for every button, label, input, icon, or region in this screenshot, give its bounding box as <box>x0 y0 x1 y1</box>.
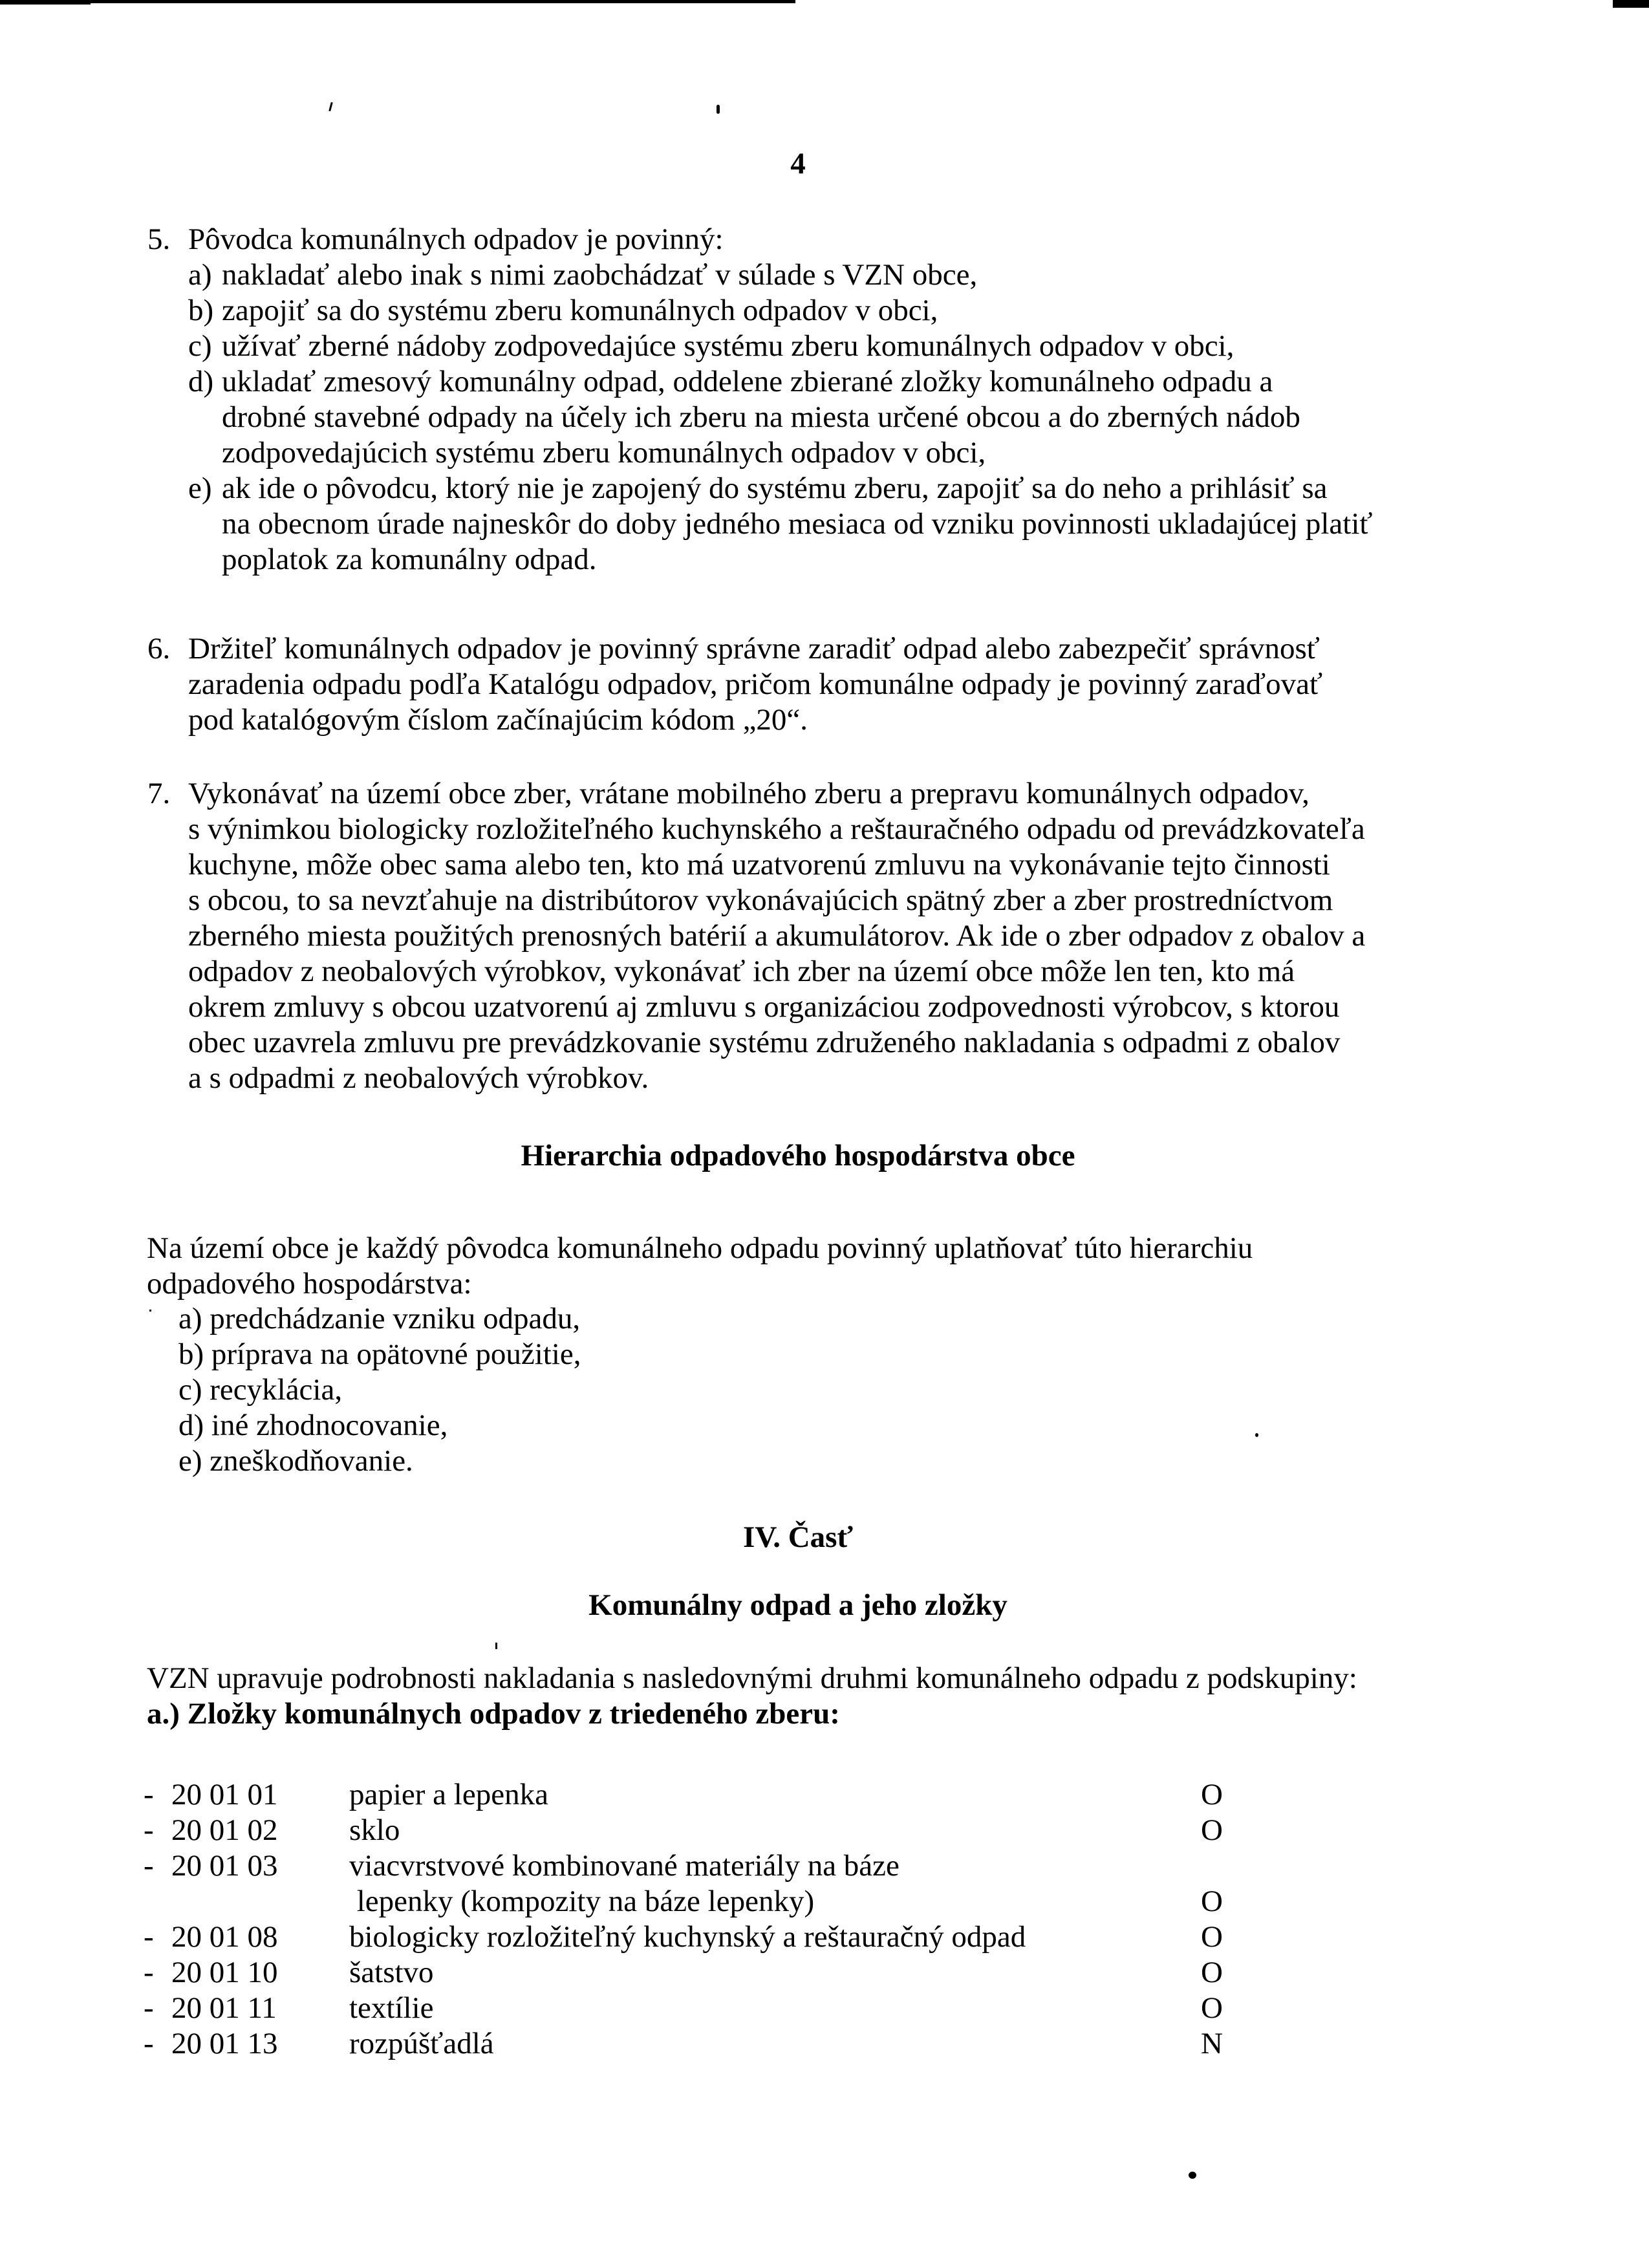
scan-speck <box>1189 2172 1196 2179</box>
text-line: Vykonávať na území obce zber, vrátane mobilného zberu a prepravu komunálnych odpadov, <box>188 777 1310 810</box>
waste-category: O <box>1201 1778 1223 1811</box>
item-label: e) <box>188 471 212 505</box>
item-label: a) <box>188 258 212 292</box>
waste-code: 20 01 13 <box>171 2027 278 2060</box>
scan-speck <box>149 1310 151 1312</box>
row-dash: - <box>144 1991 154 2025</box>
scan-speck <box>717 105 720 114</box>
scan-edge-line <box>0 3 91 5</box>
item-text: zodpovedajúcich systému zberu komunálnych odpadov v obci, <box>222 436 986 470</box>
scan-corner-mark <box>1613 0 1649 8</box>
list-item: b) príprava na opätovné použitie, <box>178 1337 581 1371</box>
waste-description: lepenky (kompozity na báze lepenky) <box>349 1885 815 1918</box>
item-text: na obecnom úrade najneskôr do doby jedného mesiaca od vzniku povinnosti ukladajúcej platiť <box>222 507 1373 541</box>
text-line: zaradenia odpadu podľa Katalógu odpadov, pričom komunálne odpady je povinný zaraďovať <box>188 667 1323 701</box>
text-line: s výnimkou biologicky rozložiteľného kuchynského a reštauračného odpadu od prevádzkovateľa <box>188 812 1365 846</box>
row-dash: - <box>144 1956 154 1989</box>
text-line: pod katalógovým číslom začínajúcim kódom „20“. <box>188 703 808 737</box>
waste-code: 20 01 11 <box>171 1991 277 2025</box>
waste-category: O <box>1201 1956 1223 1989</box>
waste-description: biologicky rozložiteľný kuchynský a reštauračný odpad <box>349 1920 1026 1954</box>
scan-speck <box>495 1643 497 1649</box>
row-dash: - <box>144 1813 154 1847</box>
item-label: c) <box>188 329 212 363</box>
text-line: okrem zmluvy s obcou uzatvorenú aj zmluvu s organizáciou zodpovednosti výrobcov, s ktorou <box>188 990 1340 1024</box>
text-line: obec uzavrela zmluvu pre prevádzkovanie systému združeného nakladania s odpadmi z obalov <box>188 1026 1341 1059</box>
section-number: 5. <box>147 222 171 256</box>
list-item: e) zneškodňovanie. <box>178 1444 413 1478</box>
waste-category: O <box>1201 1885 1223 1918</box>
scan-speck <box>329 102 333 111</box>
item-text: ak ide o pôvodcu, ktorý nie je zapojený do systému zberu, zapojiť sa do neho a prihlásiť sa <box>222 471 1328 505</box>
scan-edge-line <box>0 0 795 3</box>
item-label: d) <box>188 365 214 398</box>
list-item: a) predchádzanie vzniku odpadu, <box>178 1302 581 1335</box>
item-label: b) <box>188 294 214 327</box>
scan-speck <box>1255 1433 1258 1437</box>
text-line: odpadov z neobalových výrobkov, vykonávať ich zber na území obce môže len ten, kto má <box>188 955 1295 988</box>
item-text: poplatok za komunálny odpad. <box>222 543 597 576</box>
text-line: Držiteľ komunálnych odpadov je povinný správne zaradiť odpad alebo zabezpečiť správnosť <box>188 632 1320 665</box>
text-line: a s odpadmi z neobalových výrobkov. <box>188 1061 649 1095</box>
waste-category: O <box>1201 1813 1223 1847</box>
waste-description: rozpúšťadlá <box>349 2027 494 2060</box>
row-dash: - <box>144 1778 154 1811</box>
part-intro: VZN upravuje podrobnosti nakladania s nasledovnými druhmi komunálneho odpadu z podskupiny: <box>147 1661 1357 1695</box>
row-dash: - <box>144 1849 154 1883</box>
text-line: Na území obce je každý pôvodca komunálneho odpadu povinný uplatňovať túto hierarchiu <box>147 1231 1253 1265</box>
list-item: c) recyklácia, <box>178 1373 343 1407</box>
waste-category: O <box>1201 1991 1223 2025</box>
waste-code: 20 01 03 <box>171 1849 278 1883</box>
waste-category: N <box>1201 2027 1223 2060</box>
waste-description: viacvrstvové kombinované materiály na báze <box>349 1849 900 1883</box>
text-line: s obcou, to sa nevzťahuje na distribútorov vykonávajúcich spätný zber a zber prostredníctvom <box>188 883 1333 917</box>
subgroup-heading: a.) Zložky komunálnych odpadov z triedeného zberu: <box>147 1697 840 1731</box>
row-dash: - <box>144 1920 154 1954</box>
item-text: ukladať zmesový komunálny odpad, oddelene zbierané zložky komunálneho odpadu a <box>222 365 1273 398</box>
text-line: zberného miesta použitých prenosných batérií a akumulátorov. Ak ide o zber odpadov z obalov a <box>188 919 1366 953</box>
part-subtitle: Komunálny odpad a jeho zložky <box>588 1588 1008 1622</box>
waste-description: sklo <box>349 1813 400 1847</box>
waste-category: O <box>1201 1920 1223 1954</box>
waste-code: 20 01 01 <box>171 1778 278 1811</box>
page-number: 4 <box>790 147 806 180</box>
section-number: 7. <box>147 777 171 810</box>
text-line: kuchyne, môže obec sama alebo ten, kto má uzatvorenú zmluvu na vykonávanie tejto činnosti <box>188 848 1330 881</box>
section-intro: Pôvodca komunálnych odpadov je povinný: <box>188 222 724 256</box>
waste-description: textílie <box>349 1991 434 2025</box>
item-text: nakladať alebo inak s nimi zaobchádzať v súlade s VZN obce, <box>222 258 978 292</box>
waste-code: 20 01 02 <box>171 1813 278 1847</box>
item-text: drobné stavebné odpady na účely ich zberu na miesta určené obcou a do zberných nádob <box>222 400 1300 434</box>
waste-description: papier a lepenka <box>349 1778 548 1811</box>
waste-description: šatstvo <box>349 1956 434 1989</box>
section-number: 6. <box>147 632 171 665</box>
row-dash: - <box>144 2027 154 2060</box>
item-text: zapojiť sa do systému zberu komunálnych odpadov v obci, <box>222 294 938 327</box>
section-heading: Hierarchia odpadového hospodárstva obce <box>521 1139 1075 1172</box>
list-item: d) iné zhodnocovanie, <box>178 1409 448 1442</box>
item-text: užívať zberné nádoby zodpovedajúce systému zberu komunálnych odpadov v obci, <box>222 329 1234 363</box>
waste-code: 20 01 08 <box>171 1920 278 1954</box>
waste-code: 20 01 10 <box>171 1956 278 1989</box>
part-title: IV. Časť <box>743 1520 853 1554</box>
text-line: odpadového hospodárstva: <box>147 1267 472 1301</box>
